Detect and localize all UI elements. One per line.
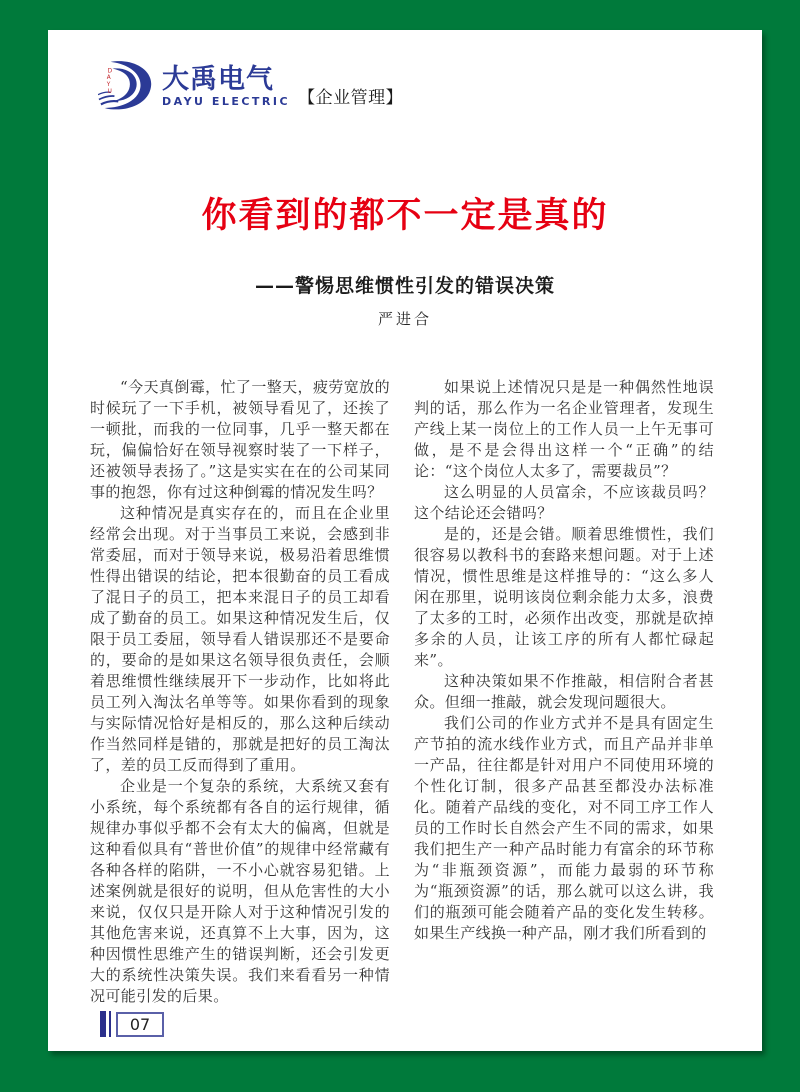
dayu-electric-logo (98, 60, 290, 112)
page-footer (100, 1010, 164, 1038)
svg-text:Y: Y (106, 82, 111, 88)
article-title: 你看到的都不一定是真的 (201, 196, 609, 236)
paragraph: 是的，还是会错。顺着思维惯性，我们很容易以教科书的套路来想问题。对于上述情况，惯性思维是这样推导的：“这么多人闲在那里，说明该岗位剩余能力太多，浪费了太多的工时，必须作出改变，那就是砍掉多余的人员，让该工序的所有人都忙碌起来”。 (414, 525, 714, 669)
paragraph: 这么明显的人员富余，不应该裁员吗？这个结论还会错吗？ (414, 483, 714, 522)
page-header (98, 60, 403, 112)
logo-wordmark (162, 63, 291, 108)
paragraph: 如果说上述情况只是是一种偶然性地误判的话，那么作为一名企业管理者，发现生产线上某一岗位上的工作人员一上午无事可做，是不是会得出这样一个“正确”的结论：“这个岗位人太多了，需要裁员”？ (414, 378, 714, 480)
article-author: 严进合 (377, 310, 432, 328)
page-number-badge: 07 (116, 1012, 164, 1037)
paragraph: 这种决策如果不作推敲，相信附合者甚众。但细一推敲，就会发现问题很大。 (414, 672, 714, 711)
section-tag: 【企业管理】 (298, 88, 404, 108)
footer-accent-bar-thick (100, 1011, 106, 1037)
logo-chinese-name: 大禹电气 (162, 63, 274, 95)
paragraph: 企业是一个复杂的系统，大系统又套有小系统，每个系统都有各自的运行规律，循规律办事似乎都不会有太大的偏离，但就是这种看似具有“普世价值”的规律中经常藏有各种各样的陷阱，一不小心就容易犯错。上述案例就是很好的说明，但从危害性的大小来说，仅仅只是开除人对于这种情况引发的其他危害来说，还真算不上大事，因为，这种因惯性思维产生的错误判断，还会引发更大的系统性决策失误。我们来看看另一种情况可能引发的后果。 (90, 777, 390, 1005)
paragraph: 这种情况是真实存在的，而且在企业里经常会出现。对于当事员工来说，会感到非常委屈，而对于领导来说，极易沿着思维惯性得出错误的结论，把本很勤奋的员工看成了混日子的员工，把本来混日子的员工却看成了勤奋的员工。如果这种情况发生后，仅限于员工委屈，领导看人错误那还不是要命的，要命的是如果这名领导很负责任，会顺着思维惯性继续展开下一步动作，比如将此员工列入淘汰名单等等。如果你看到的现象与实际情况恰好是相反的，那么这种后续动作当然同样是错的，那就是把好的员工淘汰了，差的员工反而得到了重用。 (90, 504, 390, 774)
paragraph: 我们公司的作业方式并不是具有固定生产节拍的流水线作业方式，而且产品并非单一产品，往往都是针对用户不同使用环境的个性化订制，很多产品甚至都没办法标准化。随着产品线的变化，对不同工序工作人员的工作时长自然会产生不同的需求，如果我们把生产一种产品时能力有富余的环节称为“非瓶颈资源”，而能力最弱的环节称为“瓶颈资源”的话，那么就可以这么讲，我们的瓶颈可能会随着产品的变化发生转移。如果生产线换一种产品，刚才我们所看到的 (414, 714, 714, 942)
svg-text:U: U (107, 88, 112, 95)
svg-text:A: A (106, 75, 111, 82)
article-body (90, 377, 714, 1009)
article-page (48, 30, 762, 1051)
article-subtitle: ——警惕思维惯性引发的错误决策 (254, 275, 555, 297)
svg-text:D: D (107, 68, 113, 75)
footer-accent-bar-thin (109, 1011, 111, 1037)
dayu-logo-d-swoosh-icon (98, 60, 156, 112)
logo-english-name: DAYU ELECTRIC (162, 94, 291, 108)
paragraph: “今天真倒霉，忙了一整天，疲劳宽放的时候玩了一下手机，被领导看见了，还挨了一顿批，而我的一位同事，几乎一整天都在玩，偏偏恰好在领导视察时装了一下样子，还被领导表扬了。”这是实实在在的公司某同事的抱怨，你有过这种倒霉的情况发生吗？ (90, 378, 390, 501)
